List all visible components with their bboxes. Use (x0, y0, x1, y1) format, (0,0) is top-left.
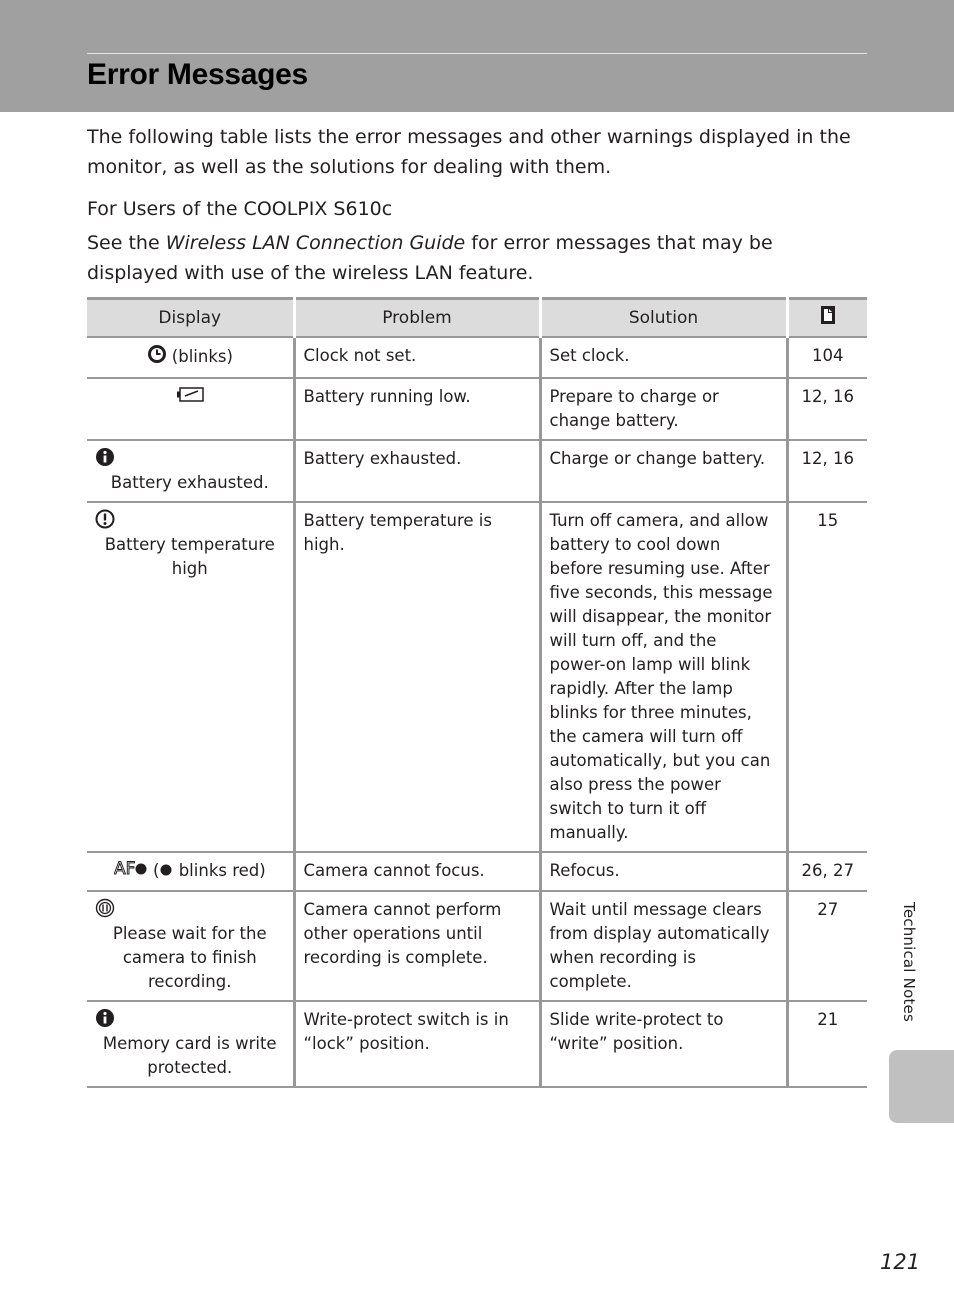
solution-cell: Wait until message clears from display automatically when recording is complete. (540, 891, 787, 1001)
display-cell (87, 337, 294, 378)
ref-cell: 21 (787, 1001, 867, 1087)
solution-cell: Charge or change battery. (540, 440, 787, 502)
display-text: (blinks) (171, 347, 233, 366)
icon-line (95, 447, 285, 471)
icon-line (95, 1008, 285, 1032)
header-band (0, 0, 954, 112)
intro-paragraph: The following table lists the error messages and other warnings displayed in the monitor, as well as the solutions for dealing with them. (87, 126, 851, 178)
header-rule (87, 53, 867, 54)
ref-cell: 15 (787, 502, 867, 852)
solution-cell: Prepare to charge or change battery. (540, 378, 787, 440)
table-row (87, 502, 867, 852)
display-cell (87, 378, 294, 440)
display-text: Please wait for the camera to finish recording. (112, 924, 267, 991)
display-text: ( blinks red) (153, 861, 266, 880)
header-problem: Problem (294, 299, 540, 338)
solution-cell: Refocus. (540, 852, 787, 891)
problem-cell: Clock not set. (294, 337, 540, 378)
section-tab (889, 1050, 954, 1123)
wlan-guide-title: Wireless LAN Connection Guide (165, 232, 466, 254)
wlan-note-before: See the (87, 232, 166, 254)
page-reference-icon (819, 305, 837, 332)
svg-text:AF: AF (113, 859, 136, 877)
table-row (87, 337, 867, 378)
page-number: 121 (880, 1250, 921, 1274)
display-cell (87, 440, 294, 502)
warning-icon (95, 509, 115, 536)
table-row (87, 378, 867, 440)
ref-cell: 12, 16 (787, 378, 867, 440)
solution-cell: Set clock. (540, 337, 787, 378)
wlan-note-after: for error messages that may be displayed with use of the wireless LAN feature. (87, 232, 773, 284)
table-row (87, 891, 867, 1001)
display-cell (87, 852, 294, 891)
icon-line (95, 898, 285, 922)
header-display: Display (87, 299, 294, 338)
recording-busy-icon (95, 898, 115, 925)
problem-cell: Battery temperature is high. (294, 502, 540, 852)
display-cell (87, 891, 294, 1001)
ref-cell: 12, 16 (787, 440, 867, 502)
ref-cell: 27 (787, 891, 867, 1001)
users-heading: For Users of the COOLPIX S610c (87, 198, 393, 220)
problem-cell: Write-protect switch is in “lock” position. (294, 1001, 540, 1087)
table-header-row (87, 299, 867, 338)
display-text: Battery temperature high (104, 535, 275, 578)
problem-cell: Battery running low. (294, 378, 540, 440)
clock-icon (147, 344, 167, 371)
display-text: Memory card is write protected. (102, 1034, 277, 1077)
problem-cell: Camera cannot perform other operations until recording is complete. (294, 891, 540, 1001)
problem-cell: Camera cannot focus. (294, 852, 540, 891)
icon-line (95, 509, 285, 533)
wlan-note (87, 228, 867, 288)
section-side-label: Technical Notes (900, 902, 918, 1022)
ref-cell: 104 (787, 337, 867, 378)
header-solution: Solution (540, 299, 787, 338)
header-ref (787, 299, 867, 338)
solution-cell: Turn off camera, and allow battery to cool down before resuming use. After five seconds, this message will disappear, the monitor will turn off, and the power-on lamp will blink rapidly. After the lamp blinks for three minutes, the camera will turn off automatically, but you can also press the power switch to turn it off manually. (540, 502, 787, 852)
display-text: Battery exhausted. (110, 473, 269, 492)
table-row (87, 440, 867, 502)
solution-cell: Slide write-protect to “write” position. (540, 1001, 787, 1087)
table-row (87, 852, 867, 891)
af-indicator-icon (114, 859, 148, 884)
display-cell (87, 502, 294, 852)
battery-low-icon (176, 385, 204, 410)
display-cell (87, 1001, 294, 1087)
info-icon (95, 447, 115, 474)
focus-dot-icon (159, 860, 173, 884)
error-messages-table (87, 297, 867, 1088)
ref-cell: 26, 27 (787, 852, 867, 891)
info-icon (95, 1008, 115, 1035)
problem-cell: Battery exhausted. (294, 440, 540, 502)
page-title: Error Messages (87, 58, 308, 91)
table-row (87, 1001, 867, 1087)
